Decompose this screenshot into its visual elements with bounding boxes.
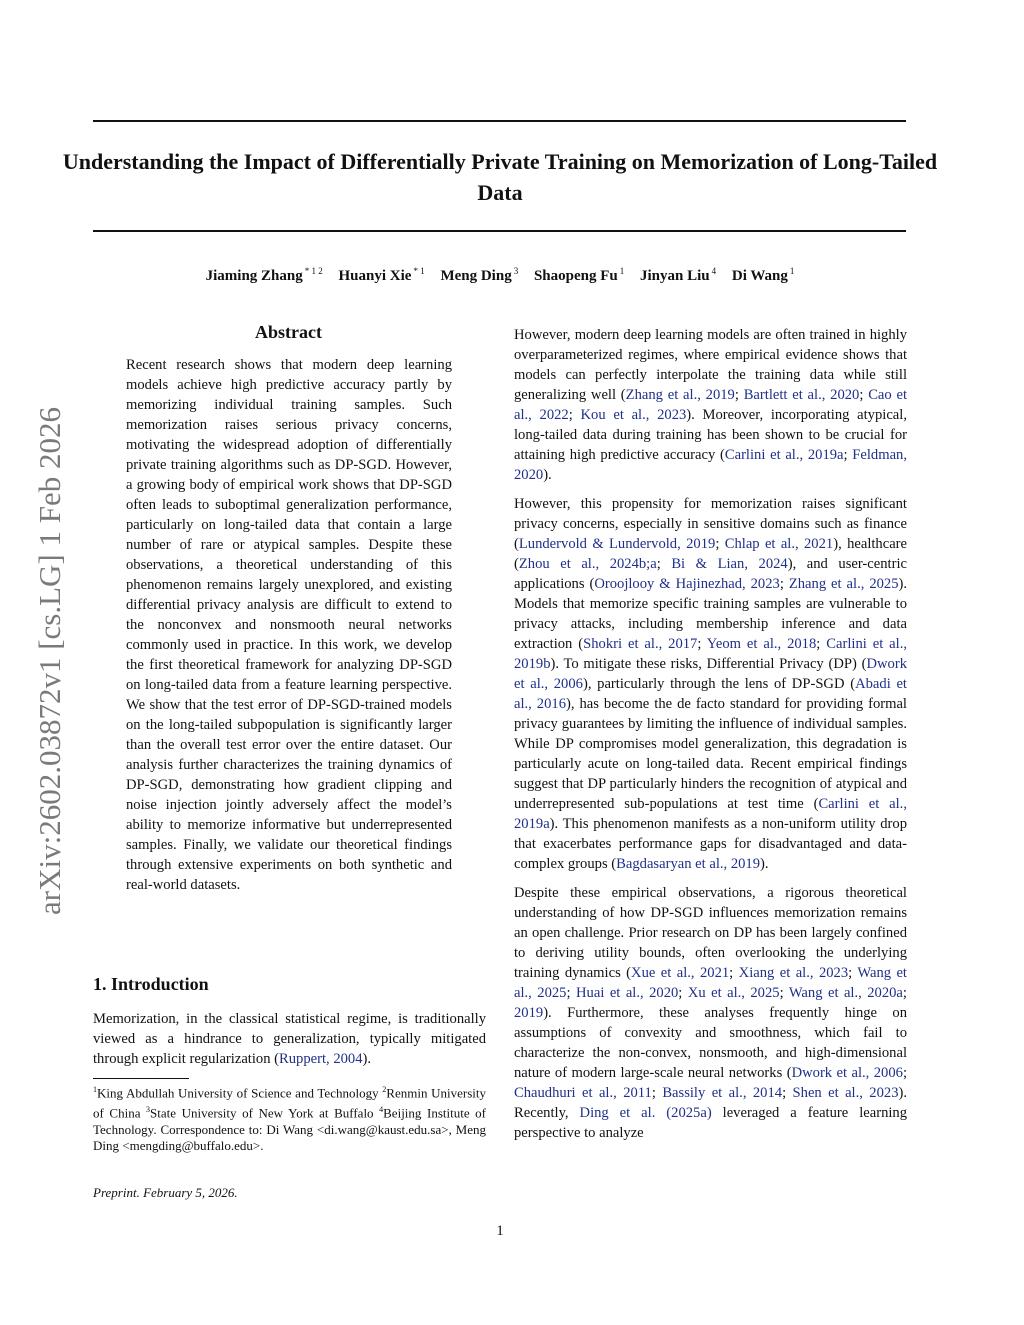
citation-link[interactable]: Abadi et al., 2016 xyxy=(514,676,907,712)
author: Meng Ding $^3$ xyxy=(440,266,519,284)
title-top-rule xyxy=(93,120,906,122)
citation-link[interactable]: Lundervold & Lundervold, 2019 xyxy=(518,536,716,552)
citation-link[interactable]: Chlap et al., 2021 xyxy=(724,536,834,552)
citation-link[interactable]: Wang et al., 2025 xyxy=(514,965,907,1001)
arxiv-identifier: arXiv:2602.03872v1 [cs.LG] 1 Feb 2026 xyxy=(32,407,67,915)
abstract-heading: Abstract xyxy=(255,322,322,342)
author: Di Wang $^1$ xyxy=(731,266,795,284)
author: Jinyan Liu $^4$ xyxy=(639,266,717,284)
citation-link[interactable]: Carlini et al., 2019a xyxy=(514,796,907,832)
arxiv-side-label xyxy=(30,378,70,944)
citation-link[interactable]: Xue et al., 2021 xyxy=(631,965,730,981)
citation-link[interactable]: 2019 xyxy=(514,1005,544,1021)
author-list xyxy=(60,266,940,285)
footnote-rule xyxy=(93,1078,189,1079)
citation-link[interactable]: Shen et al., 2023 xyxy=(792,1085,899,1101)
citation-link[interactable]: Huai et al., 2020 xyxy=(576,985,679,1001)
body-paragraph: Despite these empirical observations, a rigorous theoretical understanding of how DP-SGD influences memorization remains an open challenge. Prior research on DP has been largely confined to deriving utility bounds, often overlooking the underlying training dynamics (Xue et al., 2021; Xiang et al., 2023; Wang et al., 2025; Huai et al., 2020; Xu et al., 2025; Wang et al., 2020a; 2019). Furthermore, these analyses frequently hinge on assumptions of convexity and smoothness, which fail to characterize the non-convex, nonsmooth, and high-dimensional nature of modern large-scale neural networks (Dwork et al., 2006; Chaudhuri et al., 2011; Bassily et al., 2014; Shen et al., 2023). Recently, Ding et al. (2025a) leveraged a feature learning perspective to analyze xyxy=(514,885,908,1141)
citation-link[interactable]: Zhou et al., 2024b;a xyxy=(518,556,657,572)
section-heading-introduction: 1. Introduction xyxy=(93,974,209,994)
author: Huanyi Xie $^{* 1}$ xyxy=(338,266,425,284)
citation-link[interactable]: Dwork et al., 2006 xyxy=(514,656,907,692)
right-column xyxy=(514,325,907,1152)
title-bottom-rule xyxy=(93,230,906,232)
citation-link[interactable]: Dwork et al., 2006 xyxy=(791,1065,903,1081)
preprint-note: Preprint. February 5, 2026. xyxy=(93,1185,238,1200)
paper-title: Understanding the Impact of Differentially Private Training on Memorization of Long-Tailed Data xyxy=(62,149,938,205)
citation-link[interactable]: Bassily et al., 2014 xyxy=(662,1085,783,1101)
citation-link[interactable]: Ding et al. (2025a) xyxy=(579,1105,712,1121)
citation-link[interactable]: Xiang et al., 2023 xyxy=(738,965,849,981)
introduction-paragraph: Memorization, in the classical statistical regime, is traditionally viewed as a hindrance to generalization, typically mitigated through explicit regularization (Ruppert, 2004). xyxy=(93,1011,486,1067)
abstract-text: Recent research shows that modern deep learning models achieve high predictive accuracy partly by memorizing individual training samples. Such memorization raises serious privacy concerns, motivating the widespread adoption of differentially private training algorithms such as DP-SGD. However, a growing body of empirical work shows that DP-SGD often leads to suboptimal generalization performance, particularly on long-tailed data that contain a large number of rare or atypical samples. Despite these observations, a theoretical understanding of this phenomenon remains largely unexplored, and existing differential privacy analysis are difficult to extend to the nonconvex and nonsmooth neural networks commonly used in practice. In this work, we develop the first theoretical framework for analyzing DP-SGD on long-tailed data from a feature learning perspective. We show that the test error of DP-SGD-trained models on the long-tailed subpopulation is significantly larger than the overall test error over the entire dataset. Our analysis further characterizes the training dynamics of DP-SGD, demonstrating how gradient clipping and noise injection jointly adversely affect the model’s ability to memorize informative but underrepresented samples. Finally, we validate our theoretical findings through extensive experiments on both synthetic and real-world datasets. xyxy=(126,357,452,893)
citation-link[interactable]: Yeom et al., 2018 xyxy=(706,636,817,652)
citation-link[interactable]: Ruppert, 2004 xyxy=(279,1051,363,1067)
affiliations-footnote: $^1$King Abdullah University of Science and Technology $^2$Renmin University of China $^3$State University of New York at Buffalo $^4$Beijing Institute of Technology. Correspondence to: Di Wang <di.wang@kaust.edu.sa>, Meng Ding <mengding@buffalo.edu>. xyxy=(93,1085,487,1154)
citation-link[interactable]: Xu et al., 2025 xyxy=(687,985,780,1001)
citation-link[interactable]: Bi & Lian, 2024 xyxy=(671,556,788,572)
body-paragraph: However, modern deep learning models are often trained in highly overparameterized regimes, where empirical evidence shows that models can perfectly interpolate the training data while still generalizing well (Zhang et al., 2019; Bartlett et al., 2020; Cao et al., 2022; Kou et al., 2023). Moreover, incorporating atypical, long-tailed data during training has been shown to be crucial for attaining high predictive accuracy (Carlini et al., 2019a; Feldman, 2020). xyxy=(514,327,908,483)
citation-link[interactable]: Zhang et al., 2025 xyxy=(788,576,899,592)
citation-link[interactable]: Shokri et al., 2017 xyxy=(583,636,698,652)
citation-link[interactable]: Feldman, 2020 xyxy=(514,447,908,483)
author: Jiaming Zhang $^{* 1 2}$ xyxy=(205,266,323,284)
citation-link[interactable]: Carlini et al., 2019a xyxy=(724,447,844,463)
citation-link[interactable]: Chaudhuri et al., 2011 xyxy=(514,1085,652,1101)
citation-link[interactable]: Bartlett et al., 2020 xyxy=(743,387,860,403)
citation-link[interactable]: Oroojlooy & Hajinezhad, 2023 xyxy=(594,576,780,592)
page-number: 1 xyxy=(496,1223,504,1239)
citation-link[interactable]: Bagdasaryan et al., 2019 xyxy=(616,856,761,872)
author: Shaopeng Fu $^1$ xyxy=(533,266,625,284)
citation-link[interactable]: Cao et al., 2022 xyxy=(514,387,908,423)
citation-link[interactable]: Kou et al., 2023 xyxy=(580,407,687,423)
citation-link[interactable]: Wang et al., 2020a xyxy=(788,985,903,1001)
body-paragraph: However, this propensity for memorization raises significant privacy concerns, especially in sensitive domains such as finance (Lundervold & Lundervold, 2019; Chlap et al., 2021), healthcare (Zhou et al., 2024b;a; Bi & Lian, 2024), and user-centric applications (Oroojlooy & Hajinezhad, 2023; Zhang et al., 2025). Models that memorize specific training samples are vulnerable to privacy attacks, including membership inference and data extraction (Shokri et al., 2017; Yeom et al., 2018; Carlini et al., 2019b). To mitigate these risks, Differential Privacy (DP) (Dwork et al., 2006), particularly through the lens of DP-SGD (Abadi et al., 2016), has become the de facto standard for providing formal privacy guarantees by limiting the influence of individual samples. While DP compromises model generalization, this degradation is particularly acute on long-tailed data. Recent empirical findings suggest that DP particularly hinders the recognition of atypical and underrepresented sub-populations at test time (Carlini et al., 2019a). This phenomenon manifests as a non-uniform utility drop that exacerbates performance gaps for disadvantaged and data-complex groups (Bagdasaryan et al., 2019). xyxy=(514,496,908,872)
citation-link[interactable]: Carlini et al., 2019b xyxy=(514,636,907,672)
citation-link[interactable]: Zhang et al., 2019 xyxy=(625,387,735,403)
